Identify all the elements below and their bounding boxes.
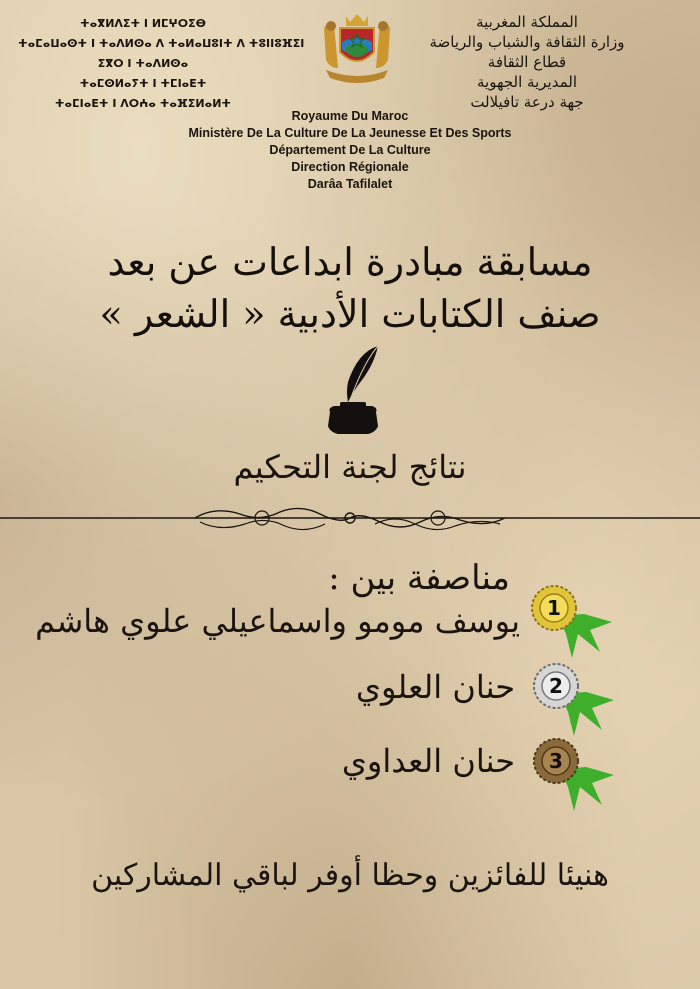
second-place-winner: حنان العلوي — [355, 668, 515, 706]
french-header-line: Direction Régionale — [291, 160, 409, 174]
arabic-header-line: قطاع الثقافة — [487, 53, 567, 71]
category-title: صنف الكتابات الأدبية « الشعر » — [99, 292, 601, 336]
tifinagh-header — [18, 14, 305, 114]
medal-rank: 2 — [549, 674, 563, 698]
coat-of-arms-emblem — [318, 8, 396, 86]
french-header-line: Ministère De La Culture De La Jeunesse Et Des Sports — [188, 126, 512, 140]
quill-inkwell-icon — [318, 342, 388, 437]
arabic-header-line: المملكة المغربية — [476, 13, 578, 31]
tifinagh-line: ⵜⴰⴳⵍⴷⵉⵜ ⵏ ⵍⵎⵖⵔⵉⴱ — [79, 17, 206, 30]
french-header-line: Darâa Tafilalet — [307, 177, 393, 191]
french-header-line: Département De La Culture — [269, 143, 431, 157]
arabic-header-line: جهة درعة تافيلالت — [470, 93, 584, 111]
competition-title: مسابقة مبادرة ابداعات عن بعد — [107, 240, 593, 284]
first-place-winners: يوسف مومو واسماعيلي علوي هاشم — [35, 602, 520, 640]
tifinagh-line: ⵜⴰⵎⴰⵡⴰⵙⵜ ⵏ ⵜⴰⴷⵍⵙⴰ ⴷ ⵜⴰⵍⴰⵡⵓⵏⵜ ⴷ ⵜⵓⵏⵏⵓⴼⵉⵏ — [18, 37, 305, 50]
tifinagh-line: ⵜⴰⵎⵏⴰⴹⵜ ⵏ ⴷⵔⵄⴰ ⵜⴰⴼⵉⵍⴰⵍⵜ — [54, 97, 232, 110]
french-header-line: Royaume Du Maroc — [291, 109, 409, 123]
tifinagh-line: ⵜⴰⵎⵙⵍⴰⵢⵜ ⵏ ⵜⵎⵏⴰⴹⵜ — [79, 77, 207, 90]
tifinagh-line: ⵉⴳⵔ ⵏ ⵜⴰⴷⵍⵙⴰ — [97, 57, 189, 70]
bronze-medal-icon — [530, 735, 616, 831]
arabic-header — [412, 12, 642, 112]
ornamental-divider — [0, 500, 700, 540]
third-place-winner: حنان العداوي — [341, 742, 515, 780]
medal-rank: 3 — [549, 749, 563, 773]
jury-results-heading: نتائج لجنة التحكيم — [233, 448, 467, 486]
french-header — [150, 108, 550, 193]
medal-rank: 1 — [547, 596, 561, 620]
tie-label: مناصفة بين : — [328, 558, 510, 598]
closing-message: هنيئا للفائزين وحظا أوفر لباقي المشاركين — [91, 858, 609, 893]
arabic-header-line: المديرية الجهوية — [476, 73, 578, 91]
arabic-header-line: وزارة الثقافة والشباب والرياضة — [429, 33, 625, 51]
